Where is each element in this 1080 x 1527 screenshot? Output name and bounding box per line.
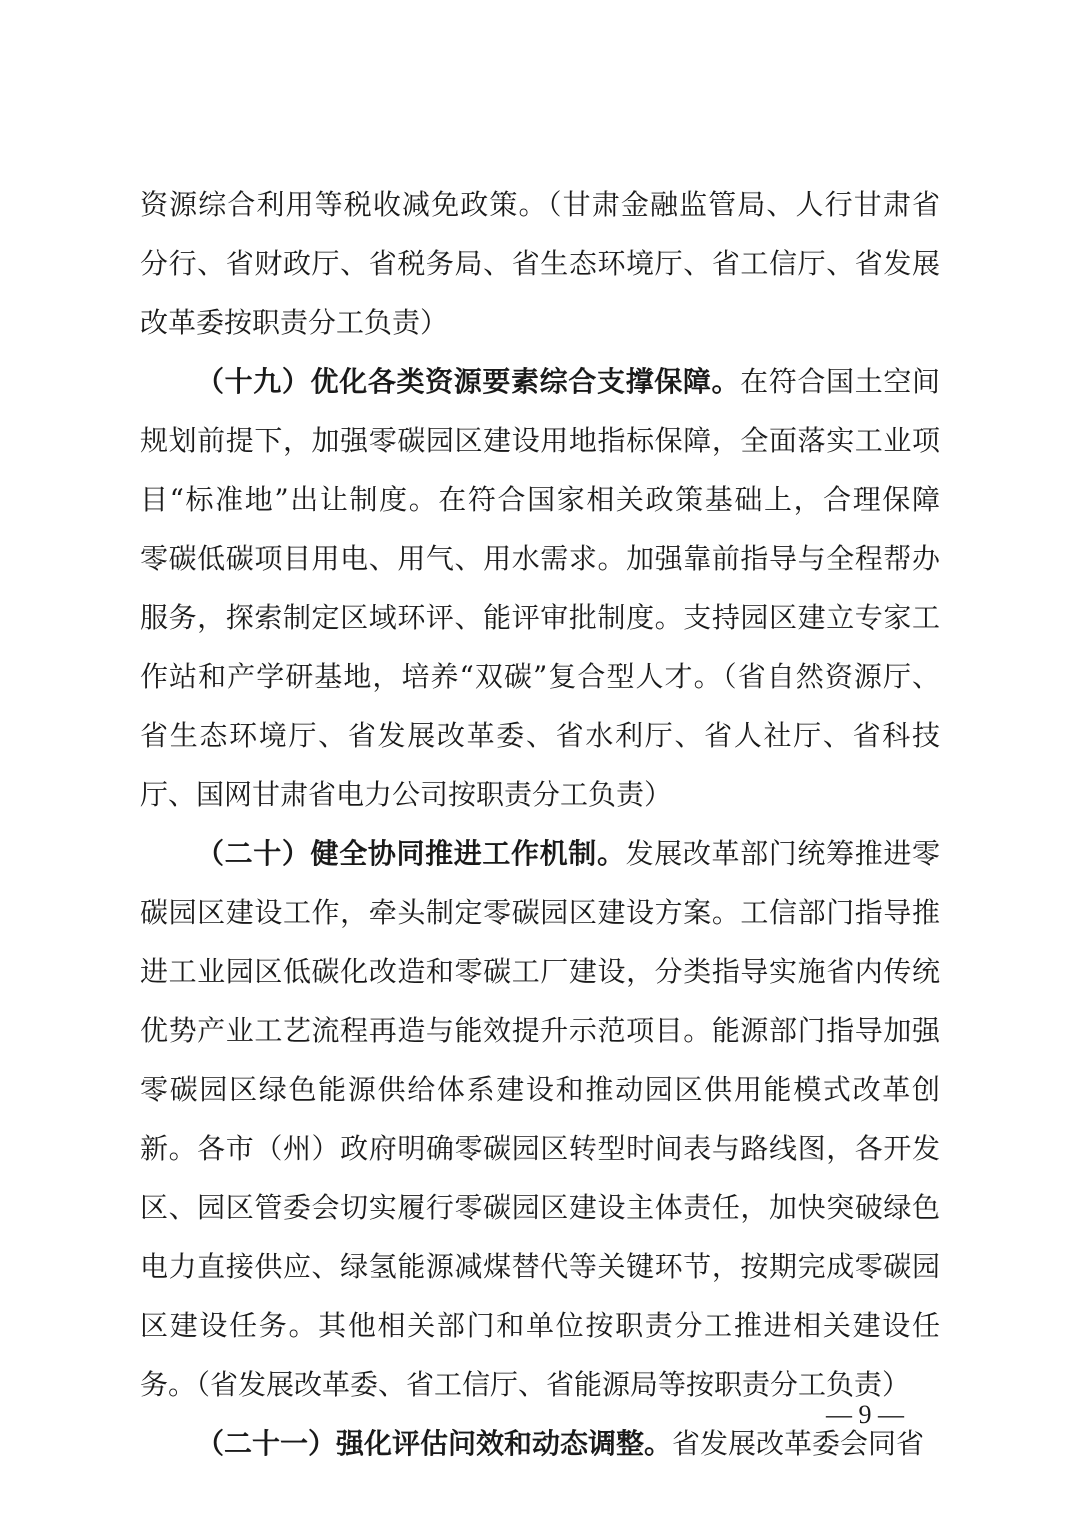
text-line: 分行、省财政厅、省税务局、省生态环境厅、省工信厅、省发展: [140, 247, 940, 280]
text-run: 省发展改革委会同省: [672, 1427, 925, 1460]
section-heading-19: （十九）优化各类资源要素综合支撑保障。: [196, 365, 741, 398]
text-line: 进工业园区低碳化改造和零碳工厂建设，分类指导实施省内传统: [140, 955, 940, 988]
text-line: 区建设任务。其他相关部门和单位按职责分工推进相关建设任: [140, 1309, 940, 1342]
page-number: — 9 —: [826, 1400, 904, 1429]
text-line: 改革委按职责分工负责）: [140, 306, 449, 339]
section-heading-20: （二十）健全协同推进工作机制。: [196, 837, 626, 870]
text-line: 服务，探索制定区域环评、能评审批制度。支持园区建立专家工: [140, 601, 940, 634]
text-line: 新。各市（州）政府明确零碳园区转型时间表与路线图，各开发: [140, 1132, 940, 1165]
text-line: 碳园区建设工作，牵头制定零碳园区建设方案。工信部门指导推: [140, 896, 940, 929]
text-run: 在符合国土空间: [740, 365, 940, 398]
text-line: 务。（省发展改革委、省工信厅、省能源局等按职责分工负责）: [140, 1368, 911, 1401]
text-line: 优势产业工艺流程再造与能效提升示范项目。能源部门指导加强: [140, 1014, 940, 1047]
text-line: 规划前提下，加强零碳园区建设用地指标保障，全面落实工业项: [140, 424, 940, 457]
text-line: 作站和产学研基地，培养“双碳”复合型人才。（省自然资源厅、: [140, 660, 940, 693]
text-run: 发展改革部门统筹推进零: [625, 837, 940, 870]
text-line: 零碳园区绿色能源供给体系建设和推动园区供用能模式改革创: [140, 1073, 940, 1106]
body-text: [140, 175, 940, 1473]
section-heading-21: （二十一）强化评估问效和动态调整。: [196, 1427, 673, 1460]
paragraph-20-first-line: [140, 824, 940, 883]
text-line: 资源综合利用等税收减免政策。（甘肃金融监管局、人行甘肃省: [140, 188, 940, 221]
text-line: 厅、国网甘肃省电力公司按职责分工负责）: [140, 778, 673, 811]
text-line: 省生态环境厅、省发展改革委、省水利厅、省人社厅、省科技: [140, 719, 940, 752]
text-line: 区、园区管委会切实履行零碳园区建设主体责任，加快突破绿色: [140, 1191, 940, 1224]
text-line: 电力直接供应、绿氢能源减煤替代等关键环节，按期完成零碳园: [140, 1250, 940, 1283]
text-line: 零碳低碳项目用电、用气、用水需求。加强靠前指导与全程帮办: [140, 542, 940, 575]
text-line: 目“标准地”出让制度。在符合国家相关政策基础上，合理保障: [140, 483, 940, 516]
paragraph-19-first-line: [140, 352, 940, 411]
